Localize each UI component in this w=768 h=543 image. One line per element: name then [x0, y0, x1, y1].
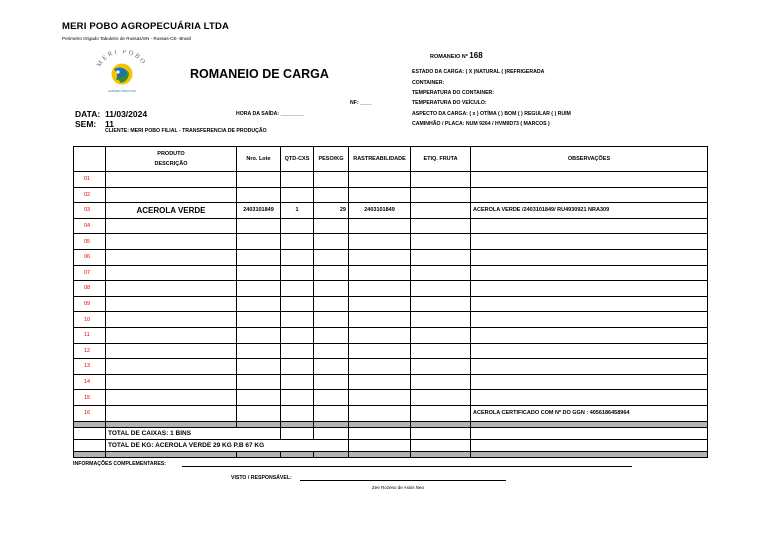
cell-qtd: [281, 343, 314, 359]
table-row: [74, 203, 708, 219]
cell-lote: [237, 343, 281, 359]
cell-peso: [314, 234, 349, 250]
cell-lote: [237, 296, 281, 312]
row-number: 04: [74, 218, 106, 234]
cell-rastreabilidade: [349, 374, 411, 390]
cell-etiq: [411, 312, 471, 328]
cell-lote: [237, 405, 281, 421]
separator-row-bottom: [74, 451, 708, 457]
cell-lote: 2403101849: [237, 203, 281, 219]
cell-rastreabilidade: [349, 327, 411, 343]
cell-rastreabilidade: [349, 390, 411, 406]
caminhao-placa: CAMINHÃO / PLACA: NUM 9264 / HVM9D73 ( MARCOS ): [412, 121, 550, 127]
cell-lote: [237, 249, 281, 265]
cell-qtd: [281, 390, 314, 406]
estado-carga: ESTADO DA CARGA: ( X )NATURAL ( )REFRIGERADA: [412, 69, 545, 75]
romaneio-number: [430, 51, 483, 60]
cell-observacoes: [471, 312, 708, 328]
cell-peso: [314, 172, 349, 188]
info-complementares-line: [182, 466, 632, 467]
cell-descricao: [106, 343, 237, 359]
logo-graphic: [93, 50, 151, 96]
table-row: [74, 405, 708, 421]
cell-observacoes: [471, 359, 708, 375]
cell-lote: [237, 359, 281, 375]
cell-etiq: [411, 281, 471, 297]
sem-label: SEM:: [75, 119, 97, 129]
cell-lote: [237, 390, 281, 406]
header-produto-label: PRODUTO: [157, 151, 185, 157]
row-number: 10: [74, 312, 106, 328]
row-number: 12: [74, 343, 106, 359]
cell-rastreabilidade: [349, 234, 411, 250]
cell-observacoes: [471, 390, 708, 406]
cell-peso: [314, 390, 349, 406]
cell-lote: [237, 187, 281, 203]
cell-etiq: [411, 390, 471, 406]
row-number: 01: [74, 172, 106, 188]
data-value: 11/03/2024: [105, 109, 148, 119]
cell-rastreabilidade: 2403101849: [349, 203, 411, 219]
cell-peso: [314, 343, 349, 359]
romaneio-value: 168: [469, 51, 483, 60]
cell-etiq: [411, 249, 471, 265]
cell-observacoes: [471, 234, 708, 250]
cell-etiq: [411, 359, 471, 375]
cell-descricao: [106, 327, 237, 343]
cell-qtd: [281, 296, 314, 312]
cell-etiq: [411, 234, 471, 250]
total-kg: TOTAL DE KG: ACEROLA VERDE 29 KG P.B 67 KG: [106, 439, 349, 451]
cell-qtd: [281, 405, 314, 421]
cell-lote: [237, 218, 281, 234]
company-logo: [93, 50, 151, 96]
cell-qtd: [281, 281, 314, 297]
table-row: [74, 281, 708, 297]
table-row: [74, 249, 708, 265]
cell-rastreabilidade: [349, 312, 411, 328]
table-row: [74, 374, 708, 390]
cell-descricao: [106, 187, 237, 203]
visto-responsavel: VISTO / RESPONSÁVEL:: [231, 475, 292, 481]
cell-observacoes: ACEROLA VERDE /2403101849/ RU4930921 NRA309: [471, 203, 708, 219]
row-number: 16: [74, 405, 106, 421]
cell-etiq: [411, 296, 471, 312]
data-label: DATA:: [75, 109, 101, 119]
cell-rastreabilidade: [349, 218, 411, 234]
cell-observacoes: [471, 218, 708, 234]
hora-saida: HORA DA SAÍDA: ________: [236, 111, 304, 117]
cell-descricao: [106, 172, 237, 188]
cell-qtd: 1: [281, 203, 314, 219]
logo-subtitle: AGROPECUÁRIA LTDA: [108, 90, 136, 93]
cell-rastreabilidade: [349, 281, 411, 297]
cell-rastreabilidade: [349, 187, 411, 203]
cell-observacoes: [471, 172, 708, 188]
cell-etiq: [411, 203, 471, 219]
cell-etiq: [411, 218, 471, 234]
cell-observacoes: [471, 343, 708, 359]
cell-lote: [237, 265, 281, 281]
company-address: Perimetro Irrigado Tabuleiro de Russas/SN - Russas-CE- Brasil: [62, 36, 191, 41]
cell-descricao: [106, 296, 237, 312]
row-number: 14: [74, 374, 106, 390]
cell-observacoes: [471, 296, 708, 312]
cell-rastreabilidade: [349, 172, 411, 188]
cell-descricao: [106, 374, 237, 390]
cell-etiq: [411, 172, 471, 188]
cell-observacoes: [471, 327, 708, 343]
table-row: [74, 359, 708, 375]
cell-etiq: [411, 327, 471, 343]
company-name: MERI POBO AGROPECUÁRIA LTDA: [62, 21, 230, 32]
cell-qtd: [281, 312, 314, 328]
total-caixas-row: [74, 427, 708, 439]
cell-observacoes: ACEROLA CERTIFICADO COM Nº DO GGN : 4056186458964: [471, 405, 708, 421]
cell-etiq: [411, 405, 471, 421]
cell-descricao: [106, 390, 237, 406]
table-row: [74, 218, 708, 234]
cell-peso: [314, 281, 349, 297]
signature-line: [300, 480, 506, 481]
cell-observacoes: [471, 187, 708, 203]
cell-peso: 29: [314, 203, 349, 219]
page-title: ROMANEIO DE CARGA: [190, 67, 329, 81]
cell-peso: [314, 249, 349, 265]
cell-peso: [314, 218, 349, 234]
cell-descricao: [106, 405, 237, 421]
header-descricao: [106, 147, 237, 172]
cell-descricao: [106, 218, 237, 234]
cell-etiq: [411, 187, 471, 203]
cell-qtd: [281, 374, 314, 390]
cell-qtd: [281, 172, 314, 188]
header-qtd: QTD-CXS: [281, 147, 314, 172]
sem-value: 11: [105, 119, 114, 129]
cell-etiq: [411, 374, 471, 390]
cell-rastreabilidade: [349, 343, 411, 359]
cell-peso: [314, 187, 349, 203]
cell-descricao: [106, 234, 237, 250]
row-number: 09: [74, 296, 106, 312]
table-row: [74, 265, 708, 281]
header-peso: PESO/KG: [314, 147, 349, 172]
cell-rastreabilidade: [349, 405, 411, 421]
romaneio-label: ROMANEIO Nº: [430, 54, 468, 60]
table-row: [74, 234, 708, 250]
cell-lote: [237, 312, 281, 328]
cell-lote: [237, 281, 281, 297]
table-header-row: [74, 147, 708, 172]
temp-container: TEMPERATURA DO CONTAINER:: [412, 90, 495, 96]
cell-observacoes: [471, 265, 708, 281]
row-number: 13: [74, 359, 106, 375]
row-number: 15: [74, 390, 106, 406]
total-kg-row: [74, 439, 708, 451]
cell-rastreabilidade: [349, 359, 411, 375]
cell-qtd: [281, 265, 314, 281]
cell-observacoes: [471, 374, 708, 390]
cell-qtd: [281, 359, 314, 375]
row-number: 11: [74, 327, 106, 343]
cell-qtd: [281, 187, 314, 203]
table-row: [74, 187, 708, 203]
cell-rastreabilidade: [349, 249, 411, 265]
cell-descricao: [106, 281, 237, 297]
responsavel-nome: Zee Rozeno de Assis Neo: [372, 485, 425, 490]
cell-observacoes: [471, 281, 708, 297]
cell-lote: [237, 234, 281, 250]
cell-etiq: [411, 265, 471, 281]
cell-etiq: [411, 343, 471, 359]
table-row: [74, 296, 708, 312]
cell-peso: [314, 405, 349, 421]
cell-descricao: [106, 249, 237, 265]
cell-qtd: [281, 327, 314, 343]
cell-lote: [237, 374, 281, 390]
container: CONTAINER:: [412, 80, 445, 86]
cell-lote: [237, 172, 281, 188]
row-number: 08: [74, 281, 106, 297]
cell-descricao: [106, 359, 237, 375]
cell-qtd: [281, 234, 314, 250]
table-row: [74, 312, 708, 328]
header-num: [74, 147, 106, 172]
header-lote: Nro. Lote: [237, 147, 281, 172]
cell-descricao: [106, 265, 237, 281]
cell-rastreabilidade: [349, 265, 411, 281]
cell-rastreabilidade: [349, 296, 411, 312]
cell-peso: [314, 265, 349, 281]
table-row: [74, 172, 708, 188]
aspecto-carga: ASPECTO DA CARGA: ( x ) OTÍMA ( ) BOM ( ) REGULAR ( ) RUIM: [412, 111, 571, 117]
cargo-table: [73, 146, 708, 458]
cell-observacoes: [471, 249, 708, 265]
cell-qtd: [281, 218, 314, 234]
cell-descricao: [106, 312, 237, 328]
cell-peso: [314, 327, 349, 343]
header-obs: OBSERVAÇÕES: [471, 147, 708, 172]
cell-peso: [314, 374, 349, 390]
cell-peso: [314, 296, 349, 312]
header-rastreabilidade: RASTREABILIDADE: [349, 147, 411, 172]
row-number: 03: [74, 203, 106, 219]
cell-peso: [314, 359, 349, 375]
row-number: 05: [74, 234, 106, 250]
row-number: 02: [74, 187, 106, 203]
table-row: [74, 327, 708, 343]
row-number: 06: [74, 249, 106, 265]
info-complementares: INFORMAÇÕES COMPLEMENTARES:: [73, 461, 166, 467]
row-number: 07: [74, 265, 106, 281]
nf-field: NF: ____: [350, 100, 372, 106]
temp-veiculo: TEMPERATURA DO VEÍCULO:: [412, 100, 487, 106]
total-caixas: TOTAL DE CAIXAS: 1 BINS: [106, 427, 281, 439]
table-row: [74, 343, 708, 359]
cell-descricao: ACEROLA VERDE: [106, 203, 237, 219]
header-etiq: ETIQ. FRUTA: [411, 147, 471, 172]
header-descricao-label: DESCRIÇÃO: [154, 161, 188, 167]
cliente: CLIENTE: MERI POBO FILIAL - TRANSFERENCIA DE PRODUÇÃO: [105, 128, 267, 134]
logo-arc-text: MERI POBO: [95, 50, 148, 69]
table-row: [74, 390, 708, 406]
cell-peso: [314, 312, 349, 328]
cell-qtd: [281, 249, 314, 265]
cell-lote: [237, 327, 281, 343]
